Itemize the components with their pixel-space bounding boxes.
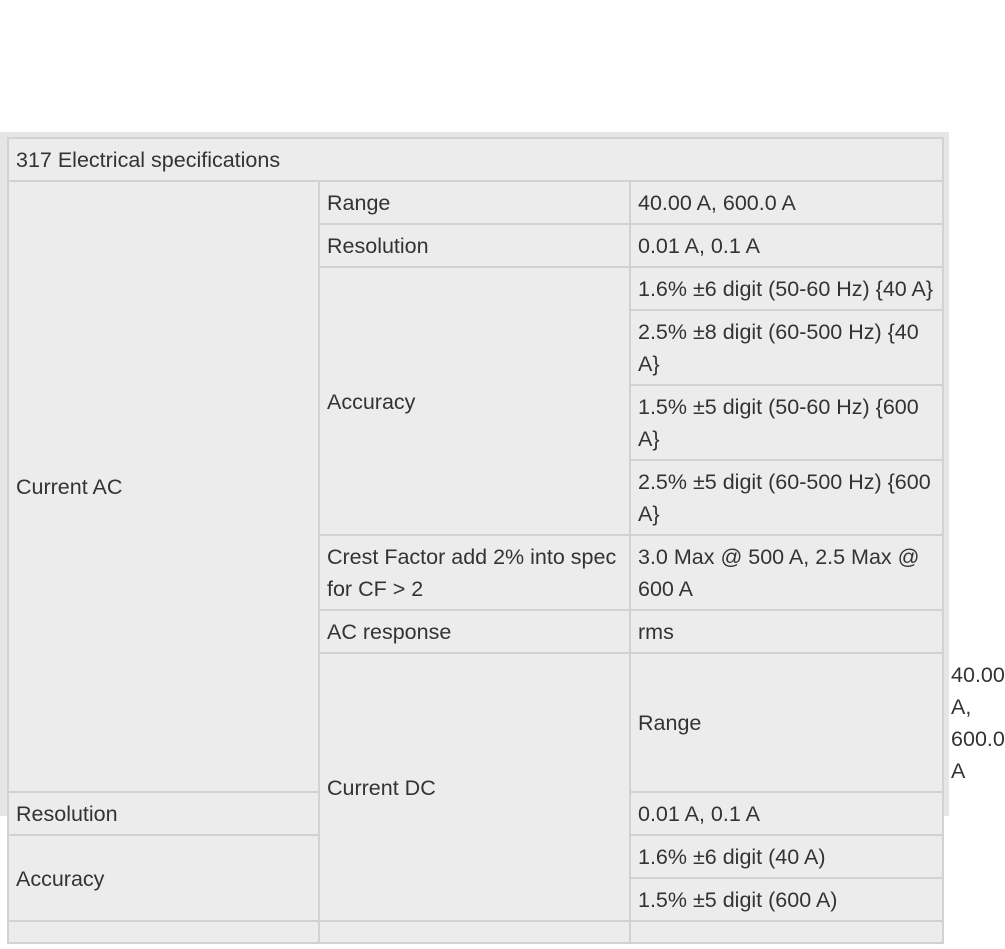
dc-accuracy-label: Accuracy — [8, 835, 319, 921]
ac-response-value: rms — [630, 610, 943, 653]
spec-table: 317 Electrical specifications Current AC Range 40.00 A, 600.0 A Resolution 0.01 A, 0.1 A Accuracy 1.6% ±6 digit (50-60 Hz) {40 A} 2.5% ±8 digit (60-500 Hz) {40 A} 1.5% ±5 digit (50-60 Hz) {600 A} 2.5% ±5 digit (60-500 Hz) {600 A} Crest Factor add 2% into spec for CF > 2 3.0 Max @ 500 A, 2.5 Max @ 600 A AC response rms Current DC Range 40.00 A, 600.0 A Resolution 0.01 A, 0.1 A Accuracy 1.6% ±6 digit (40 A) 1.5% ±5 digit (600 A) — [7, 137, 944, 944]
ac-accuracy-label: Accuracy — [319, 267, 630, 535]
ac-range-label: Range — [319, 181, 630, 224]
current-ac-label: Current AC — [8, 181, 319, 792]
cutoff-cell-3 — [630, 921, 943, 943]
table-title: 317 Electrical specifications — [8, 138, 943, 181]
dc-accuracy-value-1: 1.6% ±6 digit (40 A) — [630, 835, 943, 878]
ac-resolution-value: 0.01 A, 0.1 A — [630, 224, 943, 267]
ac-crest-factor-value: 3.0 Max @ 500 A, 2.5 Max @ 600 A — [630, 535, 943, 610]
ac-range-value: 40.00 A, 600.0 A — [630, 181, 943, 224]
ac-response-label: AC response — [319, 610, 630, 653]
ac-accuracy-value-1: 1.6% ±6 digit (50-60 Hz) {40 A} — [630, 267, 943, 310]
ac-accuracy-value-3: 1.5% ±5 digit (50-60 Hz) {600 A} — [630, 385, 943, 460]
ac-accuracy-value-2: 2.5% ±8 digit (60-500 Hz) {40 A} — [630, 310, 943, 385]
spec-table-container — [0, 132, 1005, 912]
cutoff-cell-2 — [319, 921, 630, 943]
dc-accuracy-value-2: 1.5% ±5 digit (600 A) — [630, 878, 943, 921]
dc-resolution-value: 0.01 A, 0.1 A — [630, 792, 943, 835]
cutoff-cell-1 — [8, 921, 319, 943]
dc-range-label: Range — [630, 653, 943, 792]
ac-crest-factor-label: Crest Factor add 2% into spec for CF > 2 — [319, 535, 630, 610]
dc-resolution-label: Resolution — [8, 792, 319, 835]
ac-resolution-label: Resolution — [319, 224, 630, 267]
ac-accuracy-value-4: 2.5% ±5 digit (60-500 Hz) {600 A} — [630, 460, 943, 535]
current-dc-label: Current DC — [319, 653, 630, 921]
